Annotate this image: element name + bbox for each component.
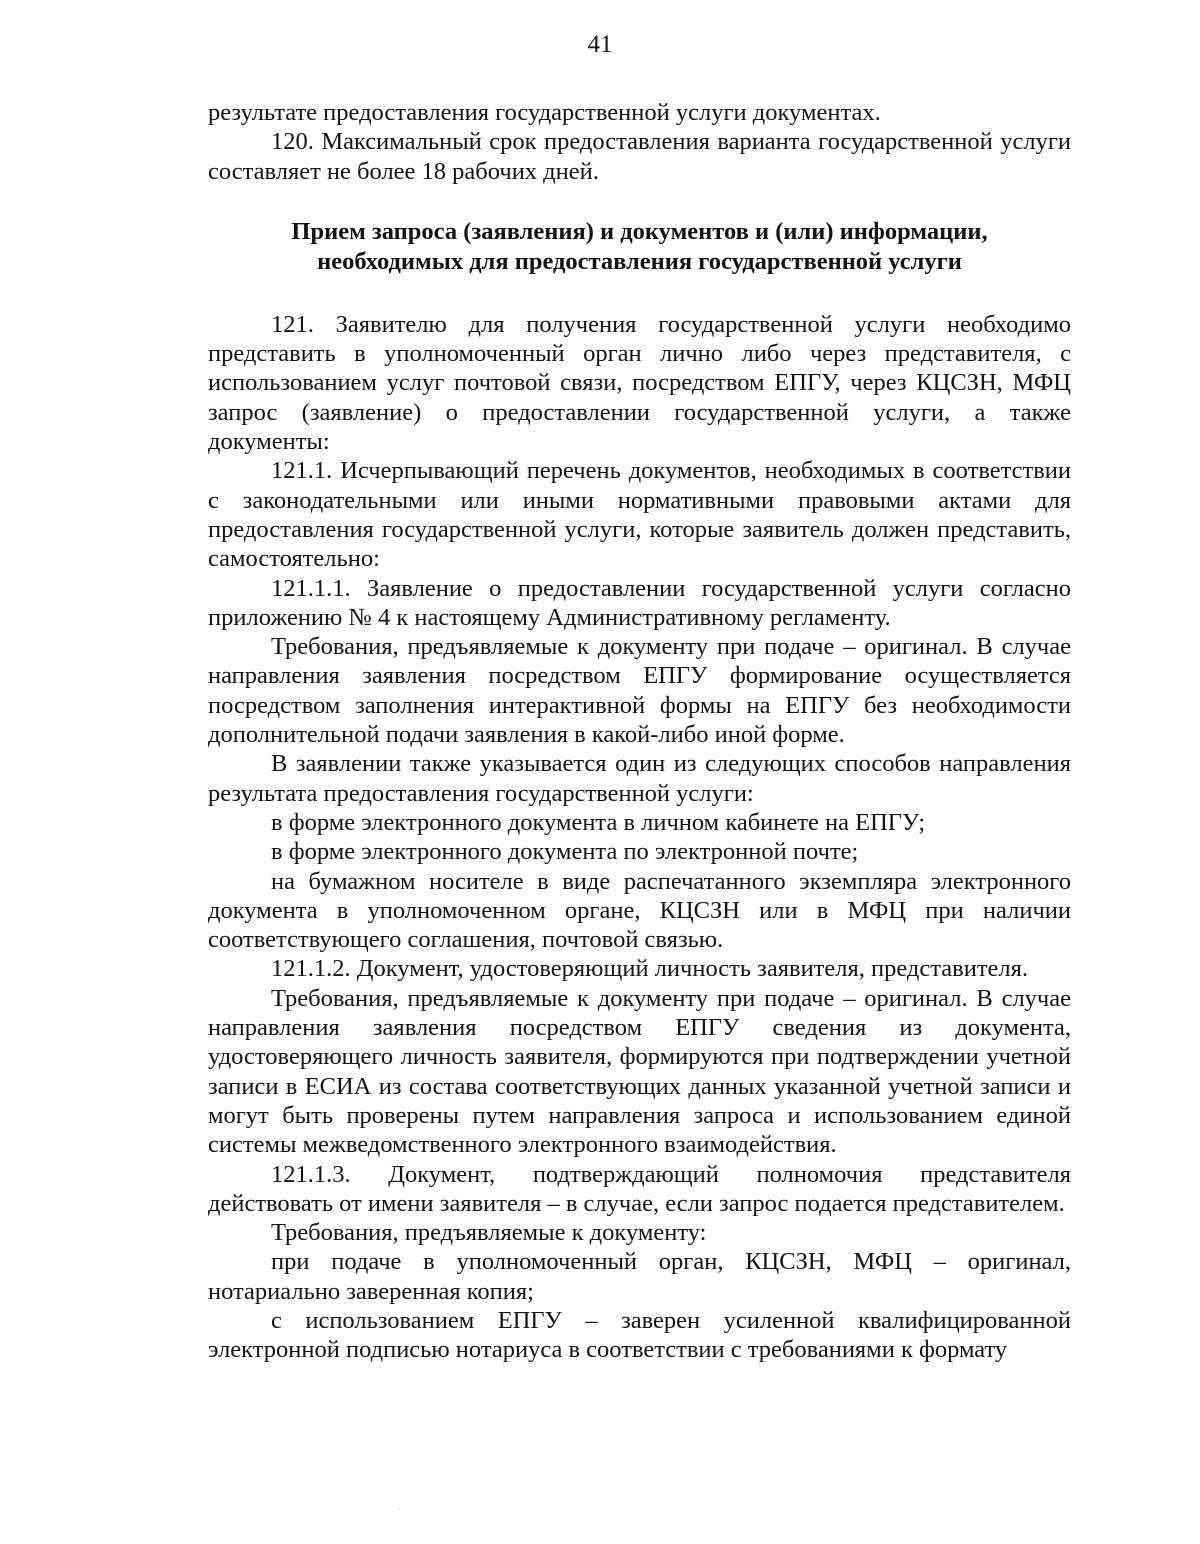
section-heading-line-1: Прием запроса (заявления) и документов и (или) информации, xyxy=(291,217,988,245)
list-item-original-copy: при подаче в уполномоченный орган, КЦСЗН, МФЦ – оригинал, нотариально заверенная копия; xyxy=(208,1248,1071,1305)
paragraph-120: 120. Максимальный срок предоставления варианта государственной услуги составляет не более 18 рабочих дней. xyxy=(208,128,1071,185)
paragraph-delivery-methods: В заявлении также указывается один из следующих способов направления результата предоставления государственной услуги: xyxy=(208,750,1071,807)
paragraph-121: 121. Заявителю для получения государственной услуги необходимо представить в уполномоченный орган лично либо через представителя, с использованием услуг почтовой связи, посредством ЕПГУ, через КЦСЗН, МФЦ запрос (заявление) о предоставлении государственной услуги, а также документы: xyxy=(208,310,1071,456)
section-heading-line-2: необходимых для предоставления государственной услуги xyxy=(317,247,962,275)
list-item-email: в форме электронного документа по электронной почте; xyxy=(271,838,859,866)
paragraph-requirements-application: Требования, предъявляемые к документу при подаче – оригинал. В случае направления заявления посредством ЕПГУ формирование осуществляется посредством заполнения интерактивной формы на ЕПГУ без необходимости дополнительной подачи заявления в какой-либо иной форме. xyxy=(208,633,1071,749)
list-item-epgu-signature: с использованием ЕПГУ – заверен усиленной квалифицированной электронной подписью нотариуса в соответствии с требованиями к формату xyxy=(208,1306,1071,1364)
page-number: 41 xyxy=(587,31,613,58)
paragraph-121-1: 121.1. Исчерпывающий перечень документов, необходимых в соответствии с законодательными или иными нормативными правовыми актами для предоставления государственной услуги, которые заявитель должен представить, самостоятельно: xyxy=(208,457,1071,573)
paragraph-121-1-2: 121.1.2. Документ, удостоверяющий личность заявителя, представителя. xyxy=(271,955,1029,983)
paragraph-121-1-1: 121.1.1. Заявление о предоставлении государственной услуги согласно приложению № 4 к настоящему Административному регламенту. xyxy=(208,574,1071,631)
section-heading xyxy=(208,217,1071,277)
paragraph-121-1-3: 121.1.3. Документ, подтверждающий полномочия представителя действовать от имени заявителя – в случае, если запрос подается представителем. xyxy=(208,1160,1071,1217)
paragraph-requirements-document: Требования, предъявляемые к документу: xyxy=(271,1219,707,1247)
paragraph-continuation: результате предоставления государственной услуги документах. xyxy=(208,99,881,126)
scan-artifact xyxy=(398,1508,400,1509)
document-body xyxy=(208,98,1071,1365)
list-item-epgu-cabinet: в форме электронного документа в личном кабинете на ЕПГУ; xyxy=(271,808,926,836)
paragraph-requirements-identity: Требования, предъявляемые к документу при подаче – оригинал. В случае направления заявления посредством ЕПГУ сведения из документа, удостоверяющего личность заявителя, формируются при подтверждении учетной записи в ЕСИА из состава соответствующих данных указанной учетной записи и могут быть проверены путем направления запроса и использованием единой системы межведомственного электронного взаимодействия. xyxy=(208,984,1071,1159)
list-item-paper: на бумажном носителе в виде распечатанного экземпляра электронного документа в уполномоченном органе, КЦСЗН или в МФЦ при наличии соответствующего соглашения, почтовой связью. xyxy=(208,867,1071,954)
